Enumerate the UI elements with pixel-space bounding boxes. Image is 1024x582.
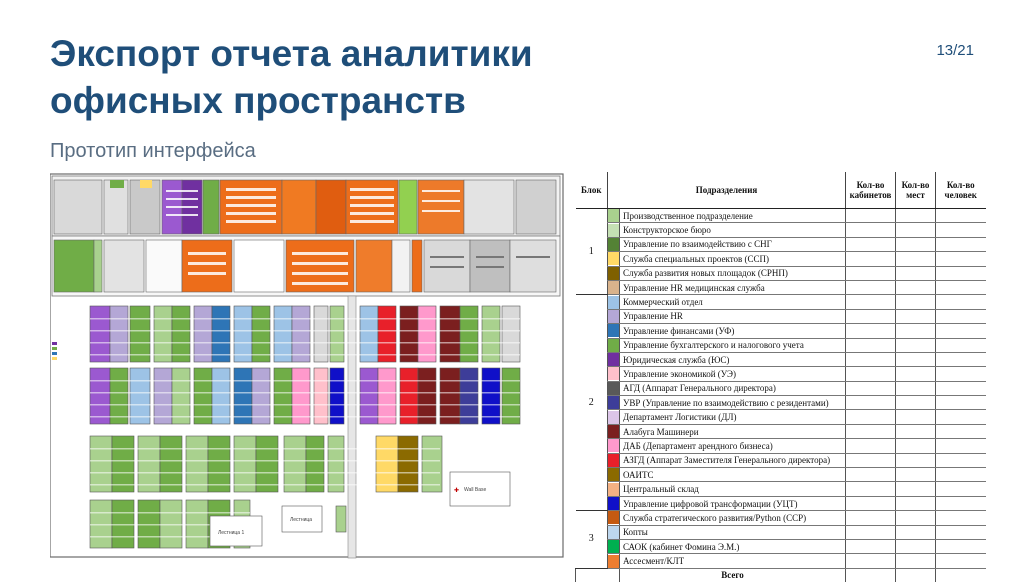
swatch-fill: [608, 310, 619, 323]
table-row: [576, 482, 986, 496]
department-name: Коммерческий отдел: [620, 295, 846, 309]
people-cell: [936, 554, 986, 568]
seats-cell: [896, 539, 936, 553]
seats-cell: [896, 381, 936, 395]
table-row: [576, 367, 986, 381]
color-swatch: [608, 223, 620, 237]
people-cell: [936, 266, 986, 280]
table-row: [576, 223, 986, 237]
color-swatch: [608, 539, 620, 553]
department-name: Департамент Логистики (ДЛ): [620, 410, 846, 424]
department-name: ОАИТС: [620, 468, 846, 482]
color-swatch: [608, 237, 620, 251]
color-swatch: [608, 511, 620, 525]
block-number: 1: [576, 209, 608, 295]
total-row: [576, 568, 986, 582]
people-cell: [936, 324, 986, 338]
total-offices: [846, 568, 896, 582]
table-row: [576, 496, 986, 510]
offices-cell: [846, 424, 896, 438]
department-name: Конструкторское бюро: [620, 223, 846, 237]
offices-cell: [846, 237, 896, 251]
header-seats: Кол-во мест: [896, 172, 936, 209]
swatch-fill: [608, 382, 619, 395]
department-name: Управление HR медицинская служба: [620, 280, 846, 294]
table-row: [576, 424, 986, 438]
seats-cell: [896, 324, 936, 338]
table-row: [576, 554, 986, 568]
table-row: [576, 468, 986, 482]
people-cell: [936, 367, 986, 381]
people-cell: [936, 410, 986, 424]
department-name: Управление по взаимодействию с СНГ: [620, 237, 846, 251]
color-swatch: [608, 338, 620, 352]
people-cell: [936, 237, 986, 251]
seats-cell: [896, 468, 936, 482]
swatch-fill: [608, 454, 619, 467]
people-cell: [936, 309, 986, 323]
offices-cell: [846, 539, 896, 553]
seats-cell: [896, 266, 936, 280]
people-cell: [936, 396, 986, 410]
block-number: 3: [576, 511, 608, 569]
table-row: [576, 266, 986, 280]
swatch-fill: [608, 468, 619, 481]
department-name: АГД (Аппарат Генерального директора): [620, 381, 846, 395]
cabinet-row-c: [90, 436, 442, 492]
department-name: САОК (кабинет Фомина Э.М.): [620, 539, 846, 553]
swatch-fill: [608, 540, 619, 553]
page-number: 13/21: [936, 42, 974, 59]
table-body: [576, 209, 986, 582]
color-swatch: [608, 424, 620, 438]
seats-cell: [896, 352, 936, 366]
table-row: [576, 295, 986, 309]
header-department: Подразделения: [608, 172, 846, 209]
offices-cell: [846, 396, 896, 410]
people-cell: [936, 338, 986, 352]
swatch-fill: [608, 411, 619, 424]
color-swatch: [608, 482, 620, 496]
color-swatch: [608, 496, 620, 510]
offices-cell: [846, 482, 896, 496]
department-name: Алабуга Машинери: [620, 424, 846, 438]
swatch-fill: [608, 483, 619, 496]
people-cell: [936, 381, 986, 395]
color-swatch: [608, 252, 620, 266]
wall-base-icon: ✚: [454, 487, 459, 494]
color-swatch: [608, 266, 620, 280]
total-label: Всего: [620, 568, 846, 582]
slide-title: [50, 30, 690, 124]
table-header-row: [576, 172, 986, 209]
central-corridor: [348, 296, 356, 558]
color-swatch: [608, 367, 620, 381]
offices-cell: [846, 554, 896, 568]
table-row: [576, 237, 986, 251]
offices-cell: [846, 309, 896, 323]
table-row: [576, 280, 986, 294]
color-swatch: [608, 468, 620, 482]
color-swatch: [608, 209, 620, 223]
swatch-fill: [608, 238, 619, 251]
table-row: [576, 252, 986, 266]
table-row: [576, 381, 986, 395]
department-name: Служба стратегического развития/Python (ССР): [620, 511, 846, 525]
department-name: Управление цифровой трансформации (УЦТ): [620, 496, 846, 510]
people-cell: [936, 468, 986, 482]
people-cell: [936, 453, 986, 467]
swatch-fill: [608, 324, 619, 337]
slide-title-line-1: Экспорт отчета аналитики: [50, 33, 533, 74]
stairs-label-1: Лестница 1: [218, 530, 244, 536]
table-row: [576, 338, 986, 352]
offices-cell: [846, 511, 896, 525]
seats-cell: [896, 309, 936, 323]
seats-cell: [896, 209, 936, 223]
department-name: УВР (Управление по взаимодействию с резидентами): [620, 396, 846, 410]
color-swatch: [608, 352, 620, 366]
table-row: [576, 525, 986, 539]
seats-cell: [896, 237, 936, 251]
swatch-fill: [608, 224, 619, 237]
people-cell: [936, 223, 986, 237]
seats-cell: [896, 367, 936, 381]
color-swatch: [608, 453, 620, 467]
seats-cell: [896, 410, 936, 424]
swatch-fill: [608, 511, 619, 524]
people-cell: [936, 511, 986, 525]
offices-cell: [846, 439, 896, 453]
departments-table: [575, 172, 986, 582]
people-cell: [936, 496, 986, 510]
department-name: Управление экономикой (УЭ): [620, 367, 846, 381]
seats-cell: [896, 223, 936, 237]
seats-cell: [896, 396, 936, 410]
table-row: [576, 352, 986, 366]
swatch-fill: [608, 353, 619, 366]
department-name: Служба специальных проектов (ССП): [620, 252, 846, 266]
swatch-fill: [608, 555, 619, 568]
people-cell: [936, 439, 986, 453]
color-swatch: [608, 280, 620, 294]
seats-cell: [896, 439, 936, 453]
slide-title-line-2: офисных пространств: [50, 80, 466, 121]
people-cell: [936, 280, 986, 294]
offices-cell: [846, 209, 896, 223]
department-name: Служба развития новых площадок (СРНП): [620, 266, 846, 280]
seats-cell: [896, 424, 936, 438]
offices-cell: [846, 352, 896, 366]
seats-cell: [896, 482, 936, 496]
slide-subtitle: Прототип интерфейса: [50, 140, 256, 163]
total-spacer: [576, 568, 620, 582]
offices-cell: [846, 295, 896, 309]
people-cell: [936, 352, 986, 366]
seats-cell: [896, 252, 936, 266]
swatch-fill: [608, 367, 619, 380]
people-cell: [936, 482, 986, 496]
offices-cell: [846, 525, 896, 539]
total-people: [936, 568, 986, 582]
department-name: Ассесмент/КЛТ: [620, 554, 846, 568]
offices-cell: [846, 252, 896, 266]
department-name: АЗГД (Аппарат Заместителя Генерального директора): [620, 453, 846, 467]
table-row: [576, 439, 986, 453]
color-swatch: [608, 295, 620, 309]
color-swatch: [608, 309, 620, 323]
people-cell: [936, 539, 986, 553]
offices-cell: [846, 453, 896, 467]
color-swatch: [608, 381, 620, 395]
color-swatch: [608, 324, 620, 338]
header-block: Блок: [576, 172, 608, 209]
header-offices: Кол-во кабинетов: [846, 172, 896, 209]
seats-cell: [896, 280, 936, 294]
swatch-fill: [608, 267, 619, 280]
swatch-fill: [608, 425, 619, 438]
table-row: [576, 209, 986, 223]
department-name: Управление финансами (УФ): [620, 324, 846, 338]
swatch-fill: [608, 497, 619, 510]
color-swatch: [608, 396, 620, 410]
swatch-fill: [608, 439, 619, 452]
table-row: [576, 539, 986, 553]
swatch-fill: [608, 252, 619, 265]
seats-cell: [896, 525, 936, 539]
table-row: [576, 410, 986, 424]
department-name: Управление HR: [620, 309, 846, 323]
people-cell: [936, 525, 986, 539]
department-name: Копты: [620, 525, 846, 539]
offices-cell: [846, 468, 896, 482]
people-cell: [936, 424, 986, 438]
table-row: [576, 396, 986, 410]
people-cell: [936, 209, 986, 223]
offices-cell: [846, 223, 896, 237]
color-swatch: [608, 525, 620, 539]
department-name: ДАБ (Департамент арендного бизнеса): [620, 439, 846, 453]
department-name: Юридическая служба (ЮС): [620, 352, 846, 366]
total-seats: [896, 568, 936, 582]
color-swatch: [608, 410, 620, 424]
header-people: Кол-во человек: [936, 172, 986, 209]
seats-cell: [896, 453, 936, 467]
stairs-label-2: Лестница: [290, 517, 312, 523]
swatch-fill: [608, 339, 619, 352]
block-number: 2: [576, 295, 608, 511]
offices-cell: [846, 410, 896, 424]
table-row: [576, 324, 986, 338]
swatch-fill: [608, 526, 619, 539]
seats-cell: [896, 511, 936, 525]
floor-plan: [50, 172, 565, 559]
department-name: Центральный склад: [620, 482, 846, 496]
seats-cell: [896, 338, 936, 352]
people-cell: [936, 252, 986, 266]
cabinet-row-a: [90, 306, 520, 362]
offices-cell: [846, 381, 896, 395]
table-row: [576, 309, 986, 323]
seats-cell: [896, 496, 936, 510]
swatch-fill: [608, 296, 619, 309]
offices-cell: [846, 266, 896, 280]
people-cell: [936, 295, 986, 309]
seats-cell: [896, 554, 936, 568]
table-row: [576, 453, 986, 467]
department-name: Управление бухгалтерского и налогового учета: [620, 338, 846, 352]
wall-base-label: Wall Base: [464, 487, 487, 493]
swatch-fill: [608, 209, 619, 222]
offices-cell: [846, 338, 896, 352]
color-swatch: [608, 554, 620, 568]
seats-cell: [896, 295, 936, 309]
cabinet-row-b: [90, 368, 520, 424]
offices-cell: [846, 496, 896, 510]
offices-cell: [846, 367, 896, 381]
department-name: Производственное подразделение: [620, 209, 846, 223]
offices-cell: [846, 280, 896, 294]
offices-cell: [846, 324, 896, 338]
swatch-fill: [608, 281, 619, 294]
color-swatch: [608, 439, 620, 453]
swatch-fill: [608, 396, 619, 409]
table-row: [576, 511, 986, 525]
